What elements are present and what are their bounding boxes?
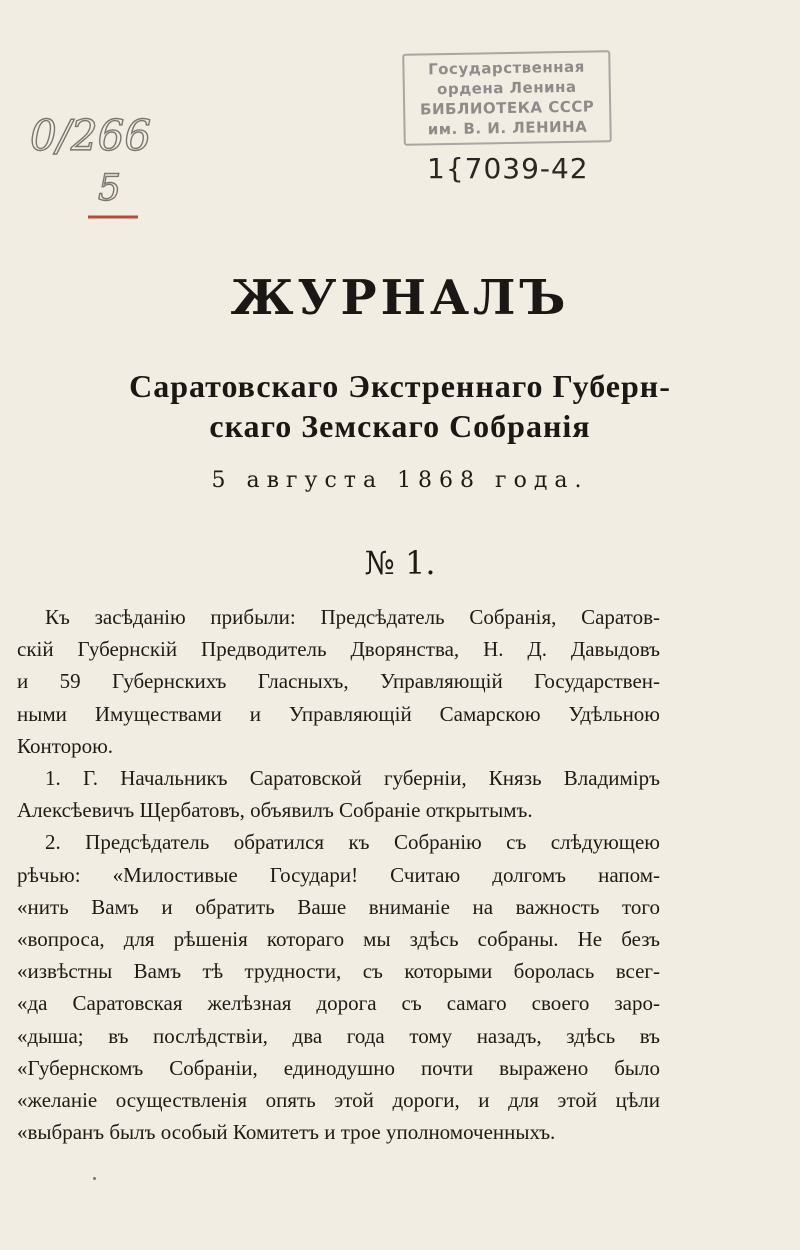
text-line: Конторою. bbox=[17, 733, 114, 758]
page-title: ЖУРНАЛЪ bbox=[230, 270, 570, 326]
subtitle-line: Саратовскаго Экстреннаго Губерн- bbox=[129, 368, 671, 404]
library-stamp bbox=[402, 50, 612, 146]
pencil-annotation bbox=[28, 105, 178, 225]
text-line: Алексѣевичъ Щербатовъ, объявилъ Собраніе открытымъ. bbox=[17, 798, 533, 823]
text-line: «желаніе осуществленія опять этой дороги, и для этой цѣли bbox=[17, 1088, 660, 1113]
text-line: «дыша; въ послѣдствіи, два года тому назадъ, здѣсь въ bbox=[17, 1023, 660, 1048]
body-text bbox=[17, 601, 660, 1148]
text-line: «вопроса, для рѣшенія котораго мы здѣсь собраны. Не безъ bbox=[17, 927, 660, 952]
session-date: 5 августа 1868 года. bbox=[211, 468, 589, 493]
text-line: 2. Предсѣдатель обратился къ Собранію съ слѣдующею bbox=[45, 830, 660, 855]
pencil-note-line: 5 bbox=[98, 168, 121, 209]
subtitle-line: скаго Земскаго Собранія bbox=[209, 408, 591, 444]
text-line: «нить Вамъ и обратить Ваше вниманіе на важность того bbox=[17, 894, 660, 919]
text-line: рѣчью: «Милостивые Государи! Считаю долгомъ напом- bbox=[17, 862, 660, 887]
speck bbox=[93, 1177, 96, 1180]
text-line: и 59 Губернскихъ Гласныхъ, Управляющій Государствен- bbox=[17, 669, 660, 694]
text-line: «да Саратовская желѣзная дорога съ самаго своего заро- bbox=[17, 991, 660, 1016]
shelfmark: 1{7039-42 bbox=[427, 152, 589, 185]
text-line: «извѣстны Вамъ тѣ трудности, съ которыми боролась всег- bbox=[17, 959, 660, 984]
text-line: «Губернскомъ Собраніи, единодушно почти выражено было bbox=[17, 1055, 660, 1080]
journal-number: № 1. bbox=[364, 544, 436, 582]
pencil-note-line: 0/266 bbox=[30, 111, 152, 160]
text-line: «выбранъ былъ особый Комитетъ и трое уполномоченныхъ. bbox=[17, 1120, 556, 1145]
stamp-line: БИБЛИОТЕКА СССР bbox=[419, 97, 595, 119]
text-line: Къ засѣданію прибыли: Предсѣдатель Собранія, Саратов- bbox=[45, 605, 660, 629]
text-line: скій Губернскій Предводитель Дворянства, Н. Д. Давыдовъ bbox=[17, 637, 660, 662]
stamp-line: Государственная bbox=[427, 57, 585, 79]
text-line: ными Имуществами и Управляющій Самарскою Удѣльною bbox=[17, 701, 660, 726]
text-line: 1. Г. Начальникъ Саратовской губерніи, Князь Владиміръ bbox=[45, 766, 660, 791]
stamp-line: им. В. И. ЛЕНИНА bbox=[427, 117, 588, 139]
stamp-line: ордена Ленина bbox=[436, 77, 577, 99]
